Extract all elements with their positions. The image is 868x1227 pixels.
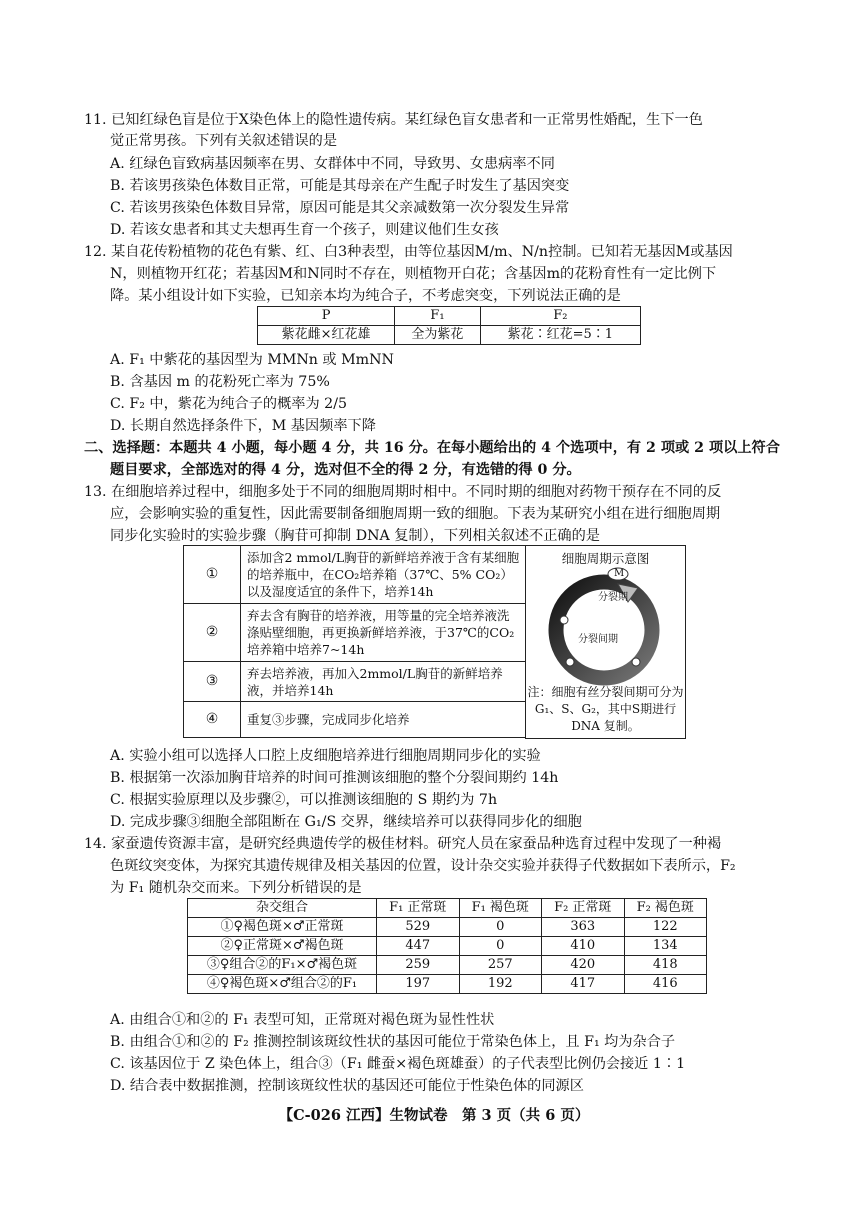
q11-option-a: A. 红绿色盲致病基因频率在男、女群体中不同，导致男、女患病率不同 [110, 156, 555, 172]
q14-option-a: A. 由组合①和②的 F₁ 表型可知，正常斑对褐色斑为显性性状 [110, 1012, 495, 1028]
q11-option-c: C. 若该男孩染色体数目异常，原因可能是其父亲减数第一次分裂发生异常 [110, 200, 570, 216]
q12-head-p: P [258, 307, 395, 326]
q12-stem-line3: 降。某小组设计如下实验，已知亲本均为纯合子，不考虑突变，下列说法正确的是 [110, 288, 621, 304]
q11-stem-line2: 觉正常男孩。下列有关叙述错误的是 [110, 133, 338, 149]
step-text: 弃去培养液，再加入2mmol/L胸苷的新鲜培养液，并培养14h [241, 662, 527, 702]
section2-line1: 二、选择题：本题共 4 小题，每小题 4 分，共 16 分。在每小题给出的 4 个选项中，有 2 项或 2 项以上符合 [84, 440, 780, 456]
q12-option-b: B. 含基因 m 的花粉死亡率为 75% [110, 374, 330, 390]
q13-option-c: C. 根据实验原理以及步骤②，可以推测该细胞的 S 期约为 7h [110, 792, 498, 808]
q12-stem-line2: N，则植物开红花；若基因M和N同时不存在，则植物开白花；含基因m的花粉育性有一定比例下 [110, 266, 717, 282]
q14-cell: 122 [624, 918, 707, 937]
step-num: ② [184, 604, 241, 662]
diagram-jianqi-label: 分裂间期 [578, 634, 618, 645]
q12-head-f2: F₂ [480, 307, 640, 326]
table-row [188, 956, 707, 975]
q14-stem-line1: 14. 家蚕遗传资源丰富，是研究经典遗传学的极佳材料。研究人员在家蚕品种选育过程中发现了一种褐 [84, 836, 722, 852]
q14-head: F₁ 褐色斑 [459, 899, 542, 918]
q14-cell: 447 [377, 937, 460, 956]
step-text: 重复③步骤，完成同步化培养 [241, 702, 527, 738]
q13-stem-line3: 同步化实验时的实验步骤（胸苷可抑制 DNA 复制），下列相关叙述不正确的是 [110, 528, 600, 544]
q14-cell: 257 [459, 956, 542, 975]
step-num: ① [184, 546, 241, 604]
q14-table [187, 898, 707, 994]
step-num: ③ [184, 662, 241, 702]
q13-stem-line1: 13. 在细胞培养过程中，细胞多处于不同的细胞周期时相中。不同时期的细胞对药物干预存在不同的反 [84, 484, 722, 500]
section2-line2: 题目要求，全部选对的得 4 分，选对但不全的得 2 分，有选错的得 0 分。 [110, 462, 581, 478]
q13-option-d: D. 完成步骤③细胞全部阻断在 G₁/S 交界，继续培养可以获得同步化的细胞 [110, 814, 582, 830]
q14-cell: 410 [542, 937, 625, 956]
step-text: 添加含2 mmol/L胸苷的新鲜培养液于含有某细胞的培养瓶中，在CO₂培养箱（37℃、5% CO₂）以及湿度适宜的条件下，培养14h [241, 546, 527, 604]
q14-cell: 134 [624, 937, 707, 956]
diagram-note-line1: 注：细胞有丝分裂间期可分为 [527, 685, 684, 699]
diagram-note-line3: DNA 复制。 [571, 719, 640, 733]
q14-stem-line2: 色斑纹突变体，为探究其遗传规律及相关基因的位置，设计杂交实验并获得子代数据如下表所示，F₂ [110, 858, 736, 874]
q14-cell: 418 [624, 956, 707, 975]
q14-cell: ②♀正常斑×♂褐色斑 [188, 937, 377, 956]
q14-cell: 192 [459, 975, 542, 994]
q12-option-c: C. F₂ 中，紫花为纯合子的概率为 2/5 [110, 396, 348, 412]
q12-stem-line1: 12. 某自花传粉植物的花色有紫、红、白3种表型，由等位基因M/m、N/n控制。已知若无基因M或基因 [84, 244, 733, 260]
q12-cell-f2: 紫花∶红花=5∶1 [480, 326, 640, 345]
q14-option-c: C. 该基因位于 Z 染色体上，组合③（F₁ 雌蚕×褐色斑雄蚕）的子代表型比例仍会接近 1∶1 [110, 1056, 686, 1072]
q11-option-d: D. 若该女患者和其丈夫想再生育一个孩子，则建议他们生女孩 [110, 222, 499, 238]
q14-option-b: B. 由组合①和②的 F₂ 推测控制该斑纹性状的基因可能位于常染色体上，且 F₁ 均为杂合子 [110, 1034, 676, 1050]
diagram-note [526, 684, 685, 735]
q14-option-d: D. 结合表中数据推测，控制该斑纹性状的基因还可能位于性染色体的同源区 [110, 1078, 584, 1094]
q13-option-a: A. 实验小组可以选择人口腔上皮细胞培养进行细胞周期同步化的实验 [110, 748, 541, 764]
q12-cell-p: 紫花雌×红花雄 [258, 326, 395, 345]
q14-cell: 259 [377, 956, 460, 975]
q12-cell-f1: 全为紫花 [395, 326, 480, 345]
step-num: ④ [184, 702, 241, 738]
cell-cycle-diagram [525, 545, 686, 739]
q14-cell: 197 [377, 975, 460, 994]
q12-table [257, 306, 641, 345]
step-text: 弃去含有胸苷的培养液，用等量的完全培养液洗涤贴壁细胞，再更换新鲜培养液，于37℃的CO₂培养箱中培养7~14h [241, 604, 527, 662]
diagram-title: 细胞周期示意图 [561, 551, 650, 566]
diagram-m-label: M [614, 568, 625, 579]
q14-head: 杂交组合 [188, 899, 377, 918]
cell-cycle-ring [526, 562, 685, 692]
q14-head: F₁ 正常斑 [377, 899, 460, 918]
q12-option-d: D. 长期自然选择条件下，M 基因频率下降 [110, 418, 376, 434]
q11-stem-line1: 11. 已知红绿色盲是位于X染色体上的隐性遗传病。某红绿色盲女患者和一正常男性婚配，生下一色 [84, 112, 703, 128]
table-row [188, 937, 707, 956]
q13-option-b: B. 根据第一次添加胸苷培养的时间可推测该细胞的整个分裂间期约 14h [110, 770, 559, 786]
diagram-note-line2: G₁、S、G₂，其中S期进行 [534, 702, 677, 716]
diagram-fenlie-label: 分裂期 [598, 592, 628, 603]
q14-cell: 420 [542, 956, 625, 975]
table-row [188, 975, 707, 994]
page-footer: 【C-026 江西】生物试卷 第 3 页（共 6 页） [278, 1107, 590, 1124]
q14-cell: 0 [459, 937, 542, 956]
q14-stem-line3: 为 F₁ 随机杂交而来。下列分析错误的是 [110, 880, 362, 896]
q14-cell: ④♀褐色斑×♂组合②的F₁ [188, 975, 377, 994]
q13-stem-line2: 应，会影响实验的重复性，因此需要制备细胞周期一致的细胞。下表为某研究小组在进行细胞周期 [110, 506, 721, 522]
q14-cell: 529 [377, 918, 460, 937]
q14-cell: 416 [624, 975, 707, 994]
q14-cell: 0 [459, 918, 542, 937]
q14-cell: 363 [542, 918, 625, 937]
q14-cell: ③♀组合②的F₁×♂褐色斑 [188, 956, 377, 975]
q12-head-f1: F₁ [395, 307, 480, 326]
q12-option-a: A. F₁ 中紫花的基因型为 MMNn 或 MmNN [110, 352, 394, 368]
q14-head: F₂ 正常斑 [542, 899, 625, 918]
table-row [188, 918, 707, 937]
q14-cell: 417 [542, 975, 625, 994]
q11-option-b: B. 若该男孩染色体数目正常，可能是其母亲在产生配子时发生了基因突变 [110, 178, 570, 194]
q14-cell: ①♀褐色斑×♂正常斑 [188, 918, 377, 937]
q14-head: F₂ 褐色斑 [624, 899, 707, 918]
q13-steps-table [183, 545, 527, 738]
